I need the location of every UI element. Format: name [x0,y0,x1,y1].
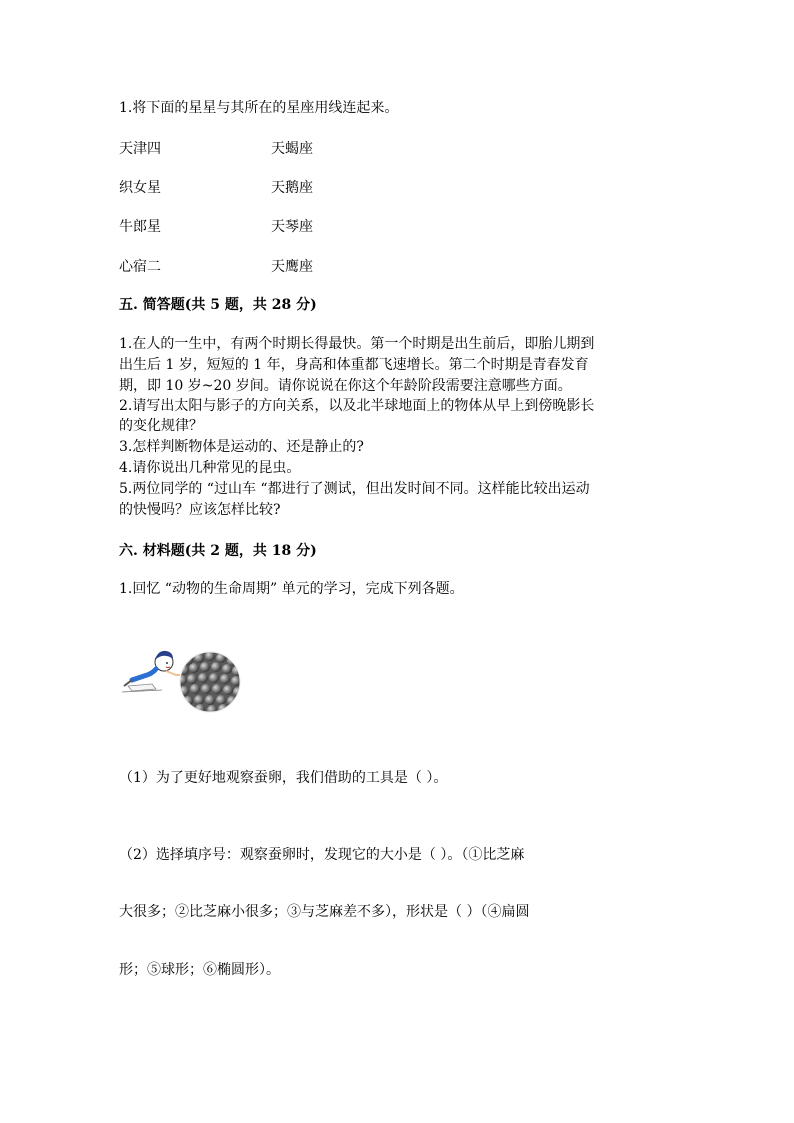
question-6-1: 1.回忆 “动物的生命周期” 单元的学习，完成下列各题。 [119,581,464,597]
question-5-3: 3.怎样判断物体是运动的、还是静止的? [119,439,364,455]
constellation-name: 天蝎座 [271,141,313,157]
question-5-5-line: 的快慢吗？应该怎样比较? [119,502,281,518]
question-5-2-line: 的变化规律？ [119,418,203,434]
constellation-name: 天鹅座 [271,180,313,196]
constellation-name: 天鹰座 [271,259,313,275]
question-5-1-line: 1.在人的一生中，有两个时期长得最快。第一个时期是出生前后，即胎儿期到 [119,336,595,352]
section-6-title: 六. 材料题(共 2 题，共 18 分) [119,543,317,559]
question-6-1-sub1: （1）为了更好地观察蚕卵，我们借助的工具是（ ）。 [119,770,448,786]
question-5-1-line: 期，即 10 岁~20 岁间。请你说说在你这个年龄阶段需要注意哪些方面。 [119,378,572,394]
question-6-1-sub2-line: 形；⑤球形；⑥椭圆形）。 [119,962,280,978]
star-name: 牛郎星 [119,219,161,235]
silkworm-eggs-illustration [122,642,244,722]
star-name: 织女星 [119,180,161,196]
star-name: 心宿二 [119,259,161,275]
question-6-1-sub2-line: （2）选择填序号：观察蚕卵时，发现它的大小是（ ）。（①比芝麻 [119,847,525,863]
question-4-1: 1.将下面的星星与其所在的星座用线连起来。 [119,100,399,116]
section-5-title: 五. 简答题(共 5 题，共 28 分) [119,297,317,313]
magnifier-boy-icon [122,642,244,722]
constellation-name: 天琴座 [271,219,313,235]
question-6-1-sub2-line: 大很多；②比芝麻小很多；③与芝麻差不多），形状是（ ）（④扁圆 [119,904,530,920]
question-5-5-line: 5.两位同学的 “过山车 “都进行了测试，但出发时间不同。这样能比较出运动 [119,481,590,497]
star-name: 天津四 [119,141,161,157]
question-5-1-line: 出生后 1 岁，短短的 1 年，身高和体重都飞速增长。第二个时期是青春发育 [119,357,589,373]
question-5-2-line: 2.请写出太阳与影子的方向关系，以及北半球地面上的物体从早上到傍晚影长 [119,398,595,414]
question-5-4: 4.请你说出几种常见的昆虫。 [119,460,301,476]
